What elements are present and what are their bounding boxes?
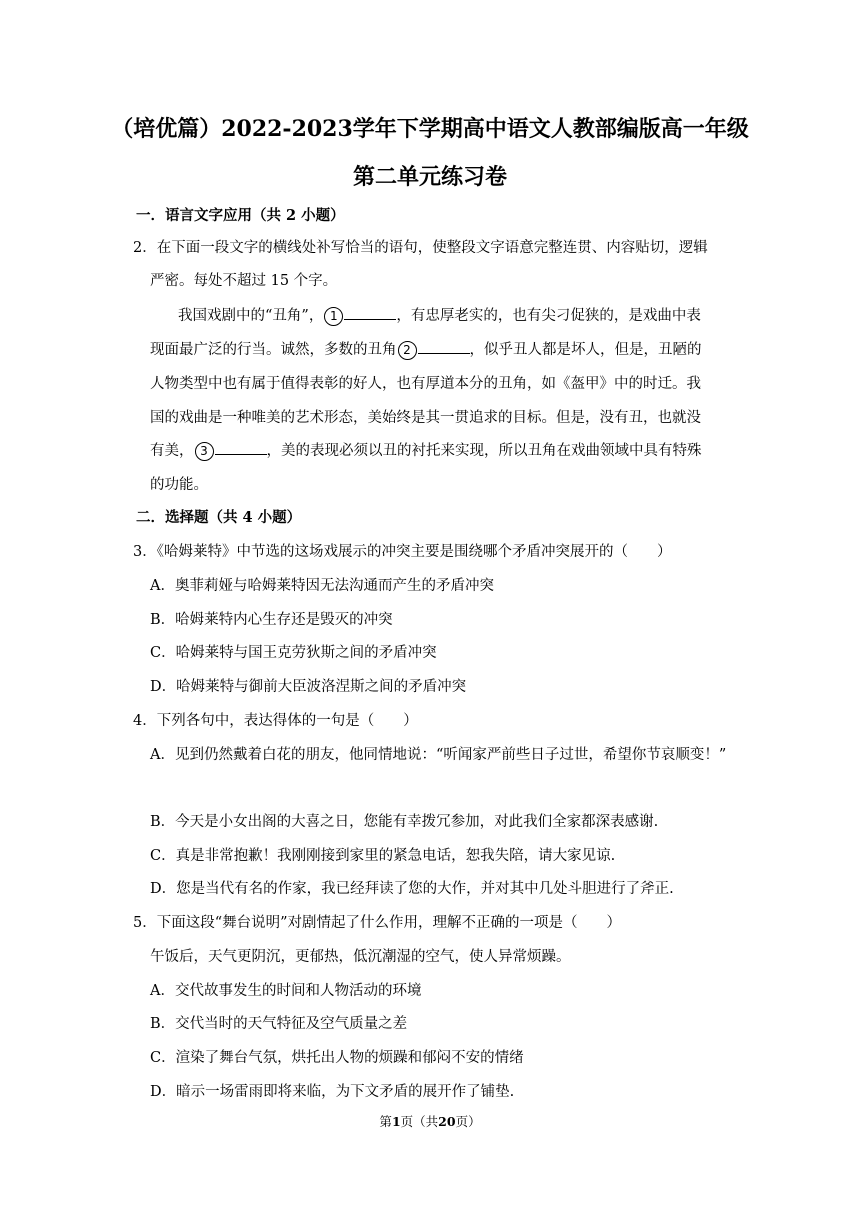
q4-stem: 4．下列各句中，表达得体的一句是（ ） <box>133 713 418 729</box>
q2-passage-text: ，美的表现必须以丑的衬托来实现，所以丑角在戏曲领域中具有特殊 <box>266 443 702 459</box>
q5-option-b[interactable]: B．交代当时的天气特征及空气质量之差 <box>150 1016 408 1032</box>
q3-option-c[interactable]: C．哈姆莱特与国王克劳狄斯之间的矛盾冲突 <box>150 645 437 661</box>
q5-option-a[interactable]: A．交代故事发生的时间和人物活动的环境 <box>150 983 422 999</box>
blank-number-1: 1 <box>324 307 343 326</box>
document-title-line1: （培优篇）2022-2023学年下学期高中语文人教部编版高一年级 <box>111 116 749 142</box>
q2-passage-line1 <box>178 304 701 326</box>
fill-blank-1[interactable] <box>344 305 396 320</box>
q2-passage-line4: 国的戏曲是一种唯美的艺术形态，美始终是其一贯追求的目标。但是，没有丑，也就没 <box>150 410 701 426</box>
document-title-line2: 第二单元练习卷 <box>352 164 507 190</box>
q4-option-d[interactable]: D．您是当代有名的作家，我已经拜读了您的大作，并对其中几处斗胆进行了斧正. <box>150 881 674 897</box>
footer-prefix: 第 <box>379 1114 392 1129</box>
q3-option-b[interactable]: B．哈姆莱特内心生存还是毁灭的冲突 <box>150 612 393 628</box>
footer-suffix: 页） <box>455 1114 481 1129</box>
section2-heading: 二．选择题（共 4 小题） <box>136 509 302 526</box>
blank-number-3: 3 <box>195 442 214 461</box>
q2-passage-text: 我国戏剧中的“丑角”， <box>178 308 324 324</box>
q2-stem-line2: 严密。每处不超过 15 个字。 <box>150 273 338 289</box>
q4-option-a[interactable]: A．见到仍然戴着白花的朋友，他同情地说：“听闻家严前些日子过世，希望你节哀顺变！” <box>150 747 727 763</box>
q3-stem: 3．《哈姆莱特》中节选的这场戏展示的冲突主要是围绕哪个矛盾冲突展开的（ ） <box>133 544 672 560</box>
q5-quote: 午饭后，天气更阴沉，更郁热，低沉潮湿的空气，使人异常烦躁。 <box>150 949 571 965</box>
q2-stem-line1: 2．在下面一段文字的横线处补写恰当的语句，使整段文字语意完整连贯、内容贴切，逻辑 <box>133 240 708 256</box>
q5-option-d[interactable]: D．暗示一场雷雨即将来临，为下文矛盾的展开作了铺垫. <box>150 1084 515 1100</box>
q2-passage-text: ，有忠厚老实的，也有尖刁促狭的，是戏曲中表 <box>396 308 701 324</box>
q3-option-a[interactable]: A．奥菲莉娅与哈姆莱特因无法沟通而产生的矛盾冲突 <box>150 578 494 594</box>
q2-passage-text: ，似乎丑人都是坏人，但是，丑陋的 <box>469 342 702 358</box>
footer-total-pages: 20 <box>438 1114 456 1129</box>
q2-passage-line2 <box>150 338 702 360</box>
q2-passage-text: 现面最广泛的行当。诚然，多数的丑角 <box>150 342 397 358</box>
q3-option-d[interactable]: D．哈姆莱特与御前大臣波洛涅斯之间的矛盾冲突 <box>150 679 467 695</box>
q2-passage-line3: 人物类型中也有属于值得表彰的好人，也有厚道本分的丑角，如《盔甲》中的时迁。我 <box>150 376 701 392</box>
section1-heading: 一．语言文字应用（共 2 小题） <box>136 207 345 224</box>
footer-mid: 页（共 <box>400 1114 439 1129</box>
q4-option-c[interactable]: C．真是非常抱歉！我刚刚接到家里的紧急电话，恕我失陪，请大家见谅. <box>150 848 616 864</box>
q5-stem: 5．下面这段“舞台说明”对剧情起了什么作用，理解不正确的一项是（ ） <box>133 915 622 931</box>
q4-option-b[interactable]: B．今天是小女出阁的大喜之日，您能有幸拨冗参加，对此我们全家都深表感谢. <box>150 814 659 830</box>
q5-option-c[interactable]: C．渲染了舞台气氛，烘托出人物的烦躁和郁闷不安的情绪 <box>150 1050 524 1066</box>
fill-blank-3[interactable] <box>215 440 267 455</box>
blank-number-2: 2 <box>398 341 417 360</box>
q2-passage-line5 <box>150 439 702 461</box>
page-footer <box>0 1112 860 1130</box>
q2-passage-text: 有美， <box>150 443 194 459</box>
fill-blank-2[interactable] <box>418 339 470 354</box>
footer-page-number: 1 <box>391 1114 401 1129</box>
q2-passage-line6: 的功能。 <box>150 477 208 493</box>
